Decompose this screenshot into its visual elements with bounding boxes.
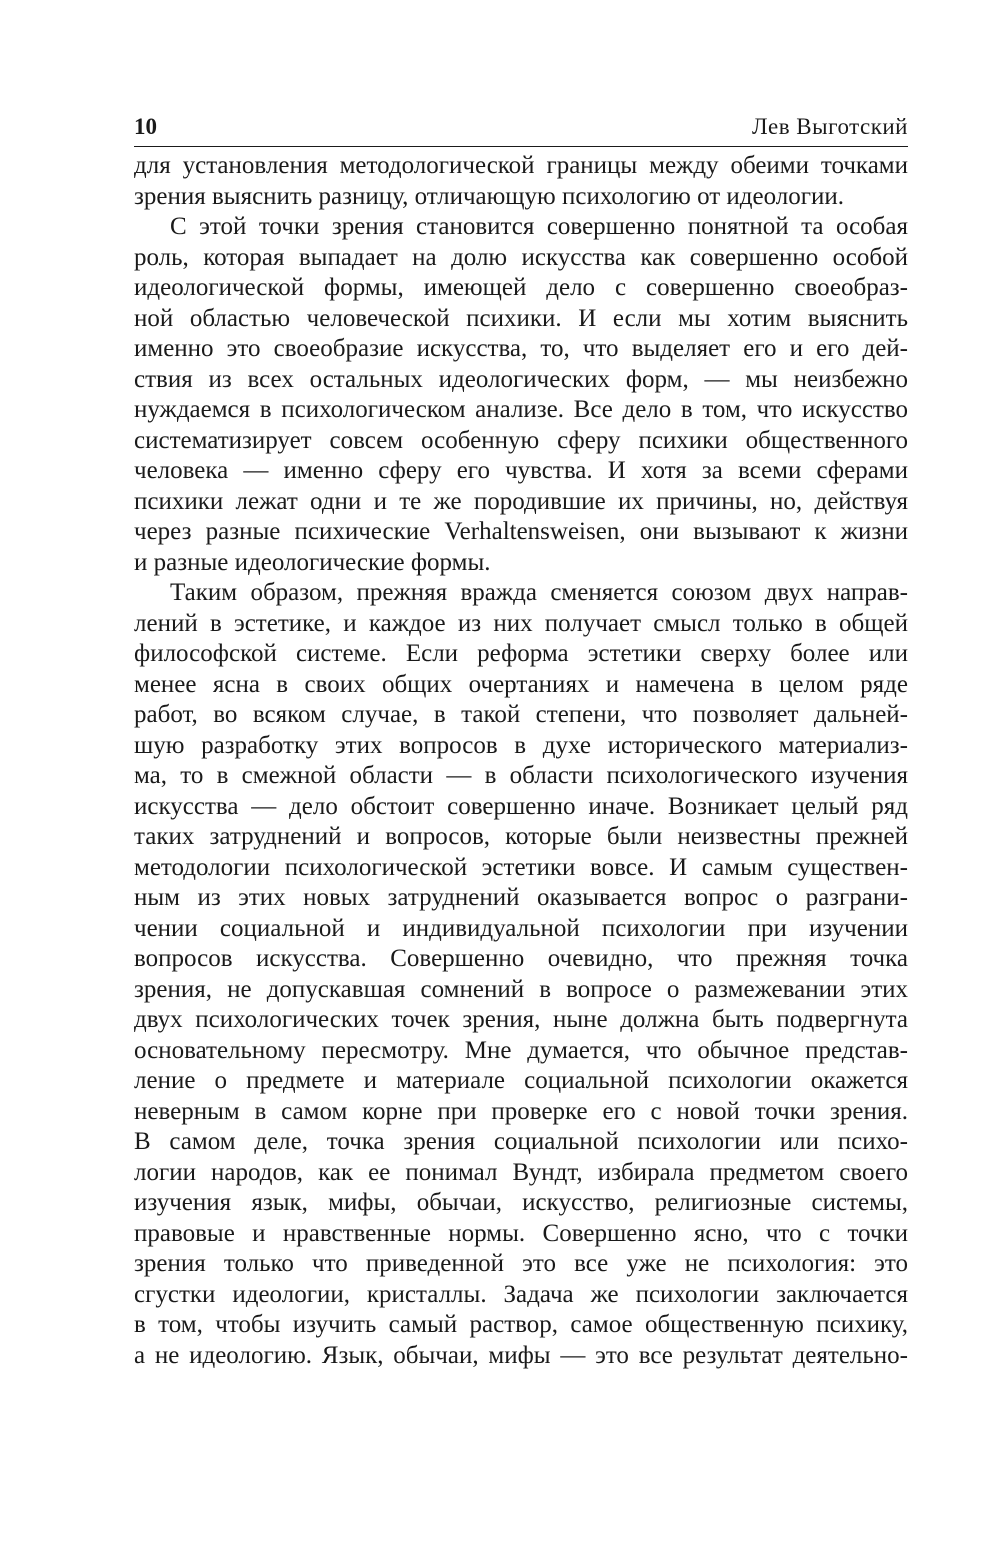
text-line: правовые и нравственные нормы. Совершенно ясно, что с точки — [134, 1219, 908, 1247]
text-line: таких затруднений и вопросов, которые были неизвестны прежней — [134, 823, 908, 850]
text-line: ной областью человеческой психики. И если мы хотим выяснить — [134, 304, 908, 332]
text-line: психики лежат одни и те же породившие их причины, но, действуя — [134, 487, 908, 515]
text-line: двух психологических точек зрения, ныне должна быть подвергнута — [134, 1006, 908, 1033]
text-line: лений в эстетике, и каждое из них получает смысл только в общей — [134, 609, 908, 637]
text-line: идеологической формы, имеющей дело с совершенно своеобраз- — [134, 274, 908, 301]
body-text — [134, 151, 908, 1371]
text-line: зрения выяснить разницу, отличающую психологию от идеологии. — [134, 182, 845, 210]
page-number: 10 — [134, 114, 157, 139]
text-line: искусства — дело обстоит совершенно иначе. Возникает целый ряд — [134, 792, 908, 820]
text-line: ма, то в смежной области — в области психологического изучения — [134, 762, 908, 789]
text-line: систематизирует совсем особенную сферу психики общественного — [134, 426, 908, 454]
text-line: ление о предмете и материале социальной психологии окажется — [134, 1067, 908, 1094]
text-line: человека — именно сферу его чувства. И хотя за всеми сферами — [134, 457, 908, 484]
text-line: нуждаемся в психологическом анализе. Все дело в том, что искусство — [134, 396, 908, 423]
text-line: логии народов, как ее понимал Вундт, избирала предметом своего — [134, 1158, 908, 1186]
text-line: методологии психологической эстетики вовсе. И самым существен- — [134, 853, 908, 881]
text-line: работ, во всяком случае, в такой степени, что позволяет дальней- — [134, 701, 908, 728]
text-line: а не идеологию. Язык, обычаи, мифы — это все результат деятельно- — [134, 1341, 908, 1369]
text-line: основательному пересмотру. Мне думается, что обычное представ- — [134, 1036, 908, 1064]
text-line: для установления методологической границы между обеими точками — [134, 152, 908, 179]
text-line: зрения, не допускавшая сомнений в вопросе о размежевании этих — [134, 975, 908, 1003]
text-line: шую разработку этих вопросов в духе исторического материализ- — [134, 731, 908, 759]
text-line: в том, чтобы изучить самый раствор, самое общественную психику, — [134, 1311, 908, 1338]
paragraph — [134, 212, 908, 578]
text-line: изучения язык, мифы, обычаи, искусство, религиозные системы, — [134, 1189, 908, 1216]
text-line: ным из этих новых затруднений оказывается вопрос о разграни- — [134, 884, 908, 911]
text-line: чении социальной и индивидуальной психологии при изучении — [134, 914, 908, 942]
running-head-author: Лев Выготский — [752, 114, 908, 139]
text-line: менее ясна в своих общих очертаниях и намечена в целом ряде — [134, 670, 908, 698]
text-line: именно это своеобразие искусства, то, что выделяет его и его дей- — [134, 335, 908, 362]
text-line: сгустки идеологии, кристаллы. Задача же психологии заключается — [134, 1280, 908, 1308]
text-line: через разные психические Verhaltensweisen, они вызывают к жизни — [134, 518, 908, 545]
text-line: Таким образом, прежняя вражда сменяется союзом двух направ- — [170, 579, 908, 606]
text-line: вопросов искусства. Совершенно очевидно, что прежняя точка — [134, 945, 908, 972]
text-line: В самом деле, точка зрения социальной психологии или психо- — [134, 1128, 908, 1155]
text-line: С этой точки зрения становится совершенно понятной та особая — [170, 213, 908, 240]
text-line: зрения только что приведенной это все уже не психология: это — [134, 1250, 908, 1277]
text-line: философской системе. Если реформа эстетики сверху более или — [134, 640, 908, 667]
text-line: ствия из всех остальных идеологических форм, — мы неизбежно — [134, 365, 908, 393]
book-page — [134, 112, 908, 1371]
text-line: и разные идеологические формы. — [134, 548, 491, 576]
page-header — [134, 112, 908, 147]
text-line: неверным в самом корне при проверке его с новой точки зрения. — [134, 1097, 908, 1125]
paragraph — [134, 151, 908, 212]
text-line: роль, которая выпадает на долю искусства как совершенно особой — [134, 243, 908, 271]
paragraph — [134, 578, 908, 1371]
